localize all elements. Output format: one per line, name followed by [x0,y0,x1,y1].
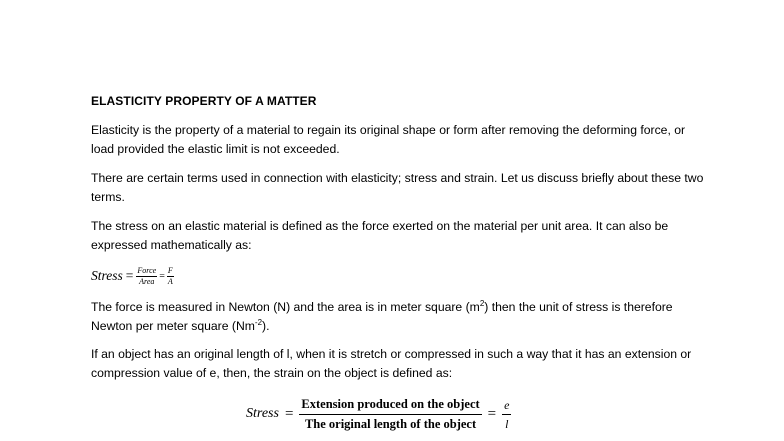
fraction-bar [502,414,511,415]
fraction-denominator: A [167,276,173,286]
section-heading: ELASTICITY PROPERTY OF A MATTER [91,94,317,108]
equals-sign: = [125,268,134,283]
paragraph-strain-definition: If an object has an original length of l, when it is stretch or compressed in such a way that it has an extension or compression value of e, then, the strain on the object is defined as: [91,347,692,380]
force-over-area-fraction [136,267,157,286]
paragraph-stress-unit [91,298,711,335]
superscript: 2 [479,298,485,308]
paragraph-elasticity-definition: Elasticity is the property of a material to regain its original shape or form after removing the deforming force, or load provided the elastic limit is not exceeded. [91,123,686,156]
fraction-numerator: F [167,265,173,275]
text-run: The force is measured in Newton (N) and the area is in meter square (m [91,300,480,314]
equals-sign: = [284,405,294,422]
equation-lhs: Stress [246,406,279,421]
equation-lhs: Stress [91,268,123,283]
text-run: ). [262,318,270,333]
fraction-numerator: Force [137,265,157,275]
equals-sign: = [487,405,497,422]
fraction-denominator: l [505,416,509,431]
fraction-denominator: The original length of the object [304,416,477,431]
e-over-l-fraction [502,399,511,430]
equals-sign: = [159,270,165,282]
superscript: -2 [254,317,263,327]
fraction-bar [299,414,481,415]
fraction-numerator: Extension produced on the object [301,397,480,411]
paragraph-stress-definition: The stress on an elastic material is defined as the force exerted on the material per unit area. It can also be expressed mathematically as: [91,219,669,252]
extension-over-length-fraction [299,398,481,430]
f-over-a-fraction [167,267,174,286]
text-run: ) then the unit of stress is therefore Newton per meter square (Nm [91,300,673,333]
strain-equation [246,394,511,434]
paragraph-terms: There are certain terms used in connection with elasticity; stress and strain. Let us discuss briefly about these two terms. [91,171,704,204]
fraction-denominator: Area [139,276,155,286]
stress-equation [91,262,174,290]
fraction-numerator: e [504,397,510,412]
